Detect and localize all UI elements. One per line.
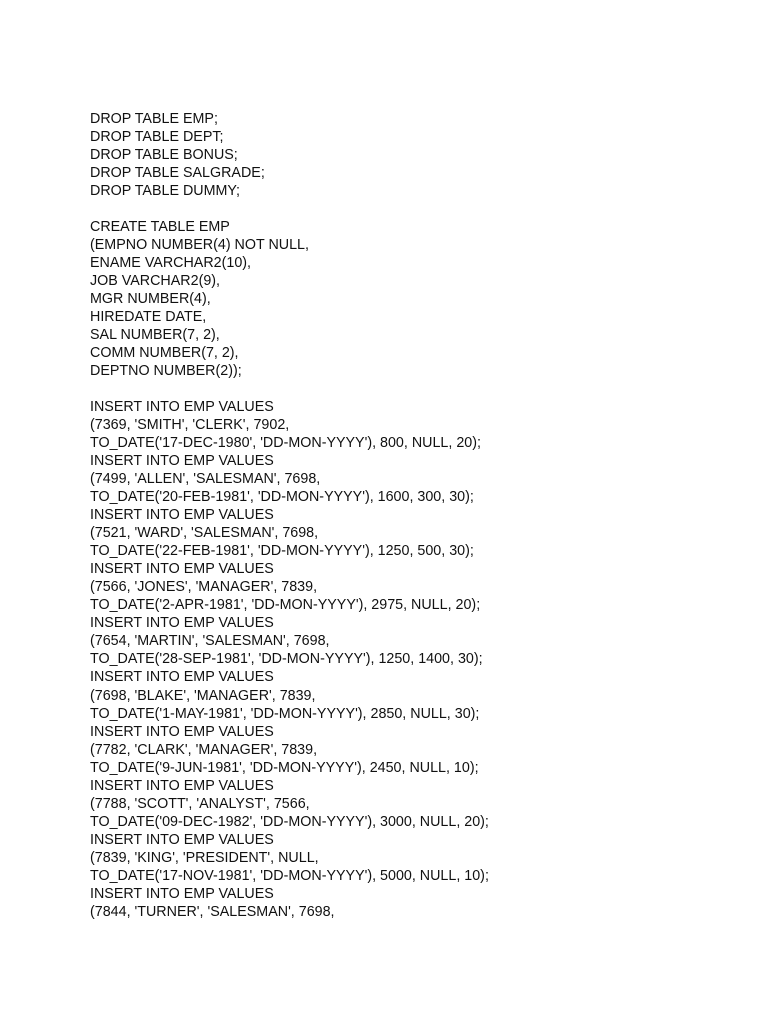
code-line: TO_DATE('17-NOV-1981', 'DD-MON-YYYY'), 5000, NULL, 10); [90,867,489,884]
code-line: INSERT INTO EMP VALUES [90,399,274,416]
code-line: INSERT INTO EMP VALUES [90,453,274,470]
code-line: (7844, 'TURNER', 'SALESMAN', 7698, [90,903,335,920]
code-line: DROP TABLE SALGRADE; [90,165,265,182]
code-line: INSERT INTO EMP VALUES [90,507,274,524]
code-line: INSERT INTO EMP VALUES [90,831,274,848]
code-line: INSERT INTO EMP VALUES [90,561,274,578]
code-line: JOB VARCHAR2(9), [90,273,221,290]
create-table-statement [90,218,730,380]
code-line: INSERT INTO EMP VALUES [90,723,274,740]
code-line: (7369, 'SMITH', 'CLERK', 7902, [90,417,290,434]
code-line: (7788, 'SCOTT', 'ANALYST', 7566, [90,795,310,812]
code-line: TO_DATE('09-DEC-1982', 'DD-MON-YYYY'), 3000, NULL, 20); [90,813,489,830]
blank-line [90,200,730,218]
code-line: TO_DATE('1-MAY-1981', 'DD-MON-YYYY'), 2850, NULL, 30); [90,705,480,722]
code-line: (7782, 'CLARK', 'MANAGER', 7839, [90,741,318,758]
drop-statements [90,110,730,200]
code-line: INSERT INTO EMP VALUES [90,885,274,902]
sql-script [90,110,730,921]
code-line: INSERT INTO EMP VALUES [90,615,274,632]
code-line: TO_DATE('28-SEP-1981', 'DD-MON-YYYY'), 1250, 1400, 30); [90,651,483,668]
code-line: DROP TABLE BONUS; [90,147,238,164]
code-line: (7499, 'ALLEN', 'SALESMAN', 7698, [90,471,321,488]
code-line: (EMPNO NUMBER(4) NOT NULL, [90,237,309,254]
code-line: TO_DATE('22-FEB-1981', 'DD-MON-YYYY'), 1250, 500, 30); [90,543,474,560]
code-line: DROP TABLE EMP; [90,111,218,127]
code-line: MGR NUMBER(4), [90,291,211,308]
code-line: DROP TABLE DEPT; [90,129,224,146]
code-line: COMM NUMBER(7, 2), [90,345,239,362]
code-line: TO_DATE('20-FEB-1981', 'DD-MON-YYYY'), 1600, 300, 30); [90,489,474,506]
code-line: (7566, 'JONES', 'MANAGER', 7839, [90,579,318,596]
code-line: TO_DATE('17-DEC-1980', 'DD-MON-YYYY'), 800, NULL, 20); [90,435,481,452]
code-line: CREATE TABLE EMP [90,219,230,236]
code-line: (7698, 'BLAKE', 'MANAGER', 7839, [90,687,316,704]
code-line: DEPTNO NUMBER(2)); [90,363,242,380]
code-line: ENAME VARCHAR2(10), [90,255,252,272]
code-line: (7654, 'MARTIN', 'SALESMAN', 7698, [90,633,330,650]
code-line: TO_DATE('9-JUN-1981', 'DD-MON-YYYY'), 2450, NULL, 10); [90,759,479,776]
code-line: INSERT INTO EMP VALUES [90,669,274,686]
code-line: HIREDATE DATE, [90,309,207,326]
code-line: TO_DATE('2-APR-1981', 'DD-MON-YYYY'), 2975, NULL, 20); [90,597,481,614]
insert-statements [90,398,730,920]
code-line: (7839, 'KING', 'PRESIDENT', NULL, [90,849,319,866]
code-line: (7521, 'WARD', 'SALESMAN', 7698, [90,525,319,542]
blank-line [90,380,730,398]
code-line: DROP TABLE DUMMY; [90,183,241,200]
code-line: SAL NUMBER(7, 2), [90,327,220,344]
code-line: INSERT INTO EMP VALUES [90,777,274,794]
